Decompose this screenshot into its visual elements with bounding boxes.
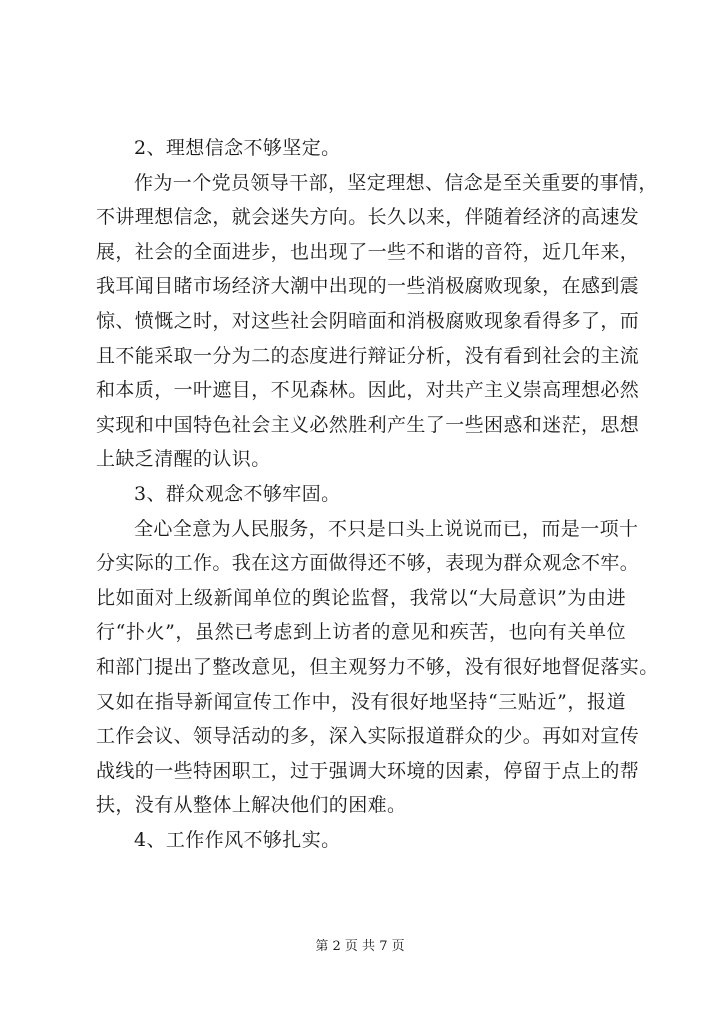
paragraph-line: 比如面对上级新闻单位的舆论监督，我常以“大局意识”为由进 bbox=[96, 586, 626, 609]
paragraph-line: 又如在指导新闻宣传工作中，没有很好地坚持“三贴近”，报道 bbox=[96, 690, 626, 713]
document-body bbox=[96, 131, 659, 857]
paragraph-line: 惊、愤慨之时，对这些社会阴暗面和消极腐败现象看得多了，而 bbox=[96, 309, 640, 332]
paragraph-line: 全心全意为人民服务，不只是口头上说说而已，而是一项十 bbox=[134, 517, 639, 540]
page-number-footer: 第 2 页 共 7 页 bbox=[315, 939, 405, 954]
paragraph-line: 行“扑火”，虽然已考虑到上访者的意见和疾苦，也向有关单位 bbox=[96, 621, 626, 644]
paragraph-line: 作为一个党员领导干部，坚定理想、信念是至关重要的事情， bbox=[134, 171, 658, 194]
paragraph-line: 展，社会的全面进步，也出现了一些不和谐的音符，近几年来， bbox=[96, 240, 640, 263]
paragraph-line: 和部门提出了整改意见，但主观努力不够，没有很好地督促落实。 bbox=[96, 655, 659, 678]
paragraph-line: 战线的一些特困职工，过于强调大环境的因素，停留于点上的帮 bbox=[96, 759, 640, 782]
section-heading-3: 3、群众观念不够牢固。 bbox=[134, 482, 341, 505]
paragraph-line: 工作会议、领导活动的多，深入实际报道群众的少。再如对宣传 bbox=[96, 725, 640, 748]
paragraph-line: 上缺乏清醒的认识。 bbox=[96, 448, 271, 471]
section-heading-2: 2、理想信念不够坚定。 bbox=[134, 137, 341, 159]
paragraph-line: 分实际的工作。我在这方面做得还不够，表现为群众观念不牢。 bbox=[96, 552, 640, 575]
paragraph-line: 实现和中国特色社会主义必然胜利产生了一些困惑和迷茫，思想 bbox=[96, 413, 640, 436]
section-heading-4: 4、工作作风不够扎实。 bbox=[134, 828, 341, 851]
paragraph-line: 不讲理想信念，就会迷失方向。长久以来，伴随着经济的高速发 bbox=[96, 206, 640, 229]
paragraph-line: 扶，没有从整体上解决他们的困难。 bbox=[96, 794, 407, 817]
paragraph-line: 我耳闻目睹市场经济大潮中出现的一些消极腐败现象，在感到震 bbox=[96, 275, 640, 298]
paragraph-line: 和本质，一叶遮目，不见森林。因此，对共产主义崇高理想必然 bbox=[96, 379, 640, 402]
paragraph-line: 且不能采取一分为二的态度进行辩证分析，没有看到社会的主流 bbox=[96, 344, 640, 367]
